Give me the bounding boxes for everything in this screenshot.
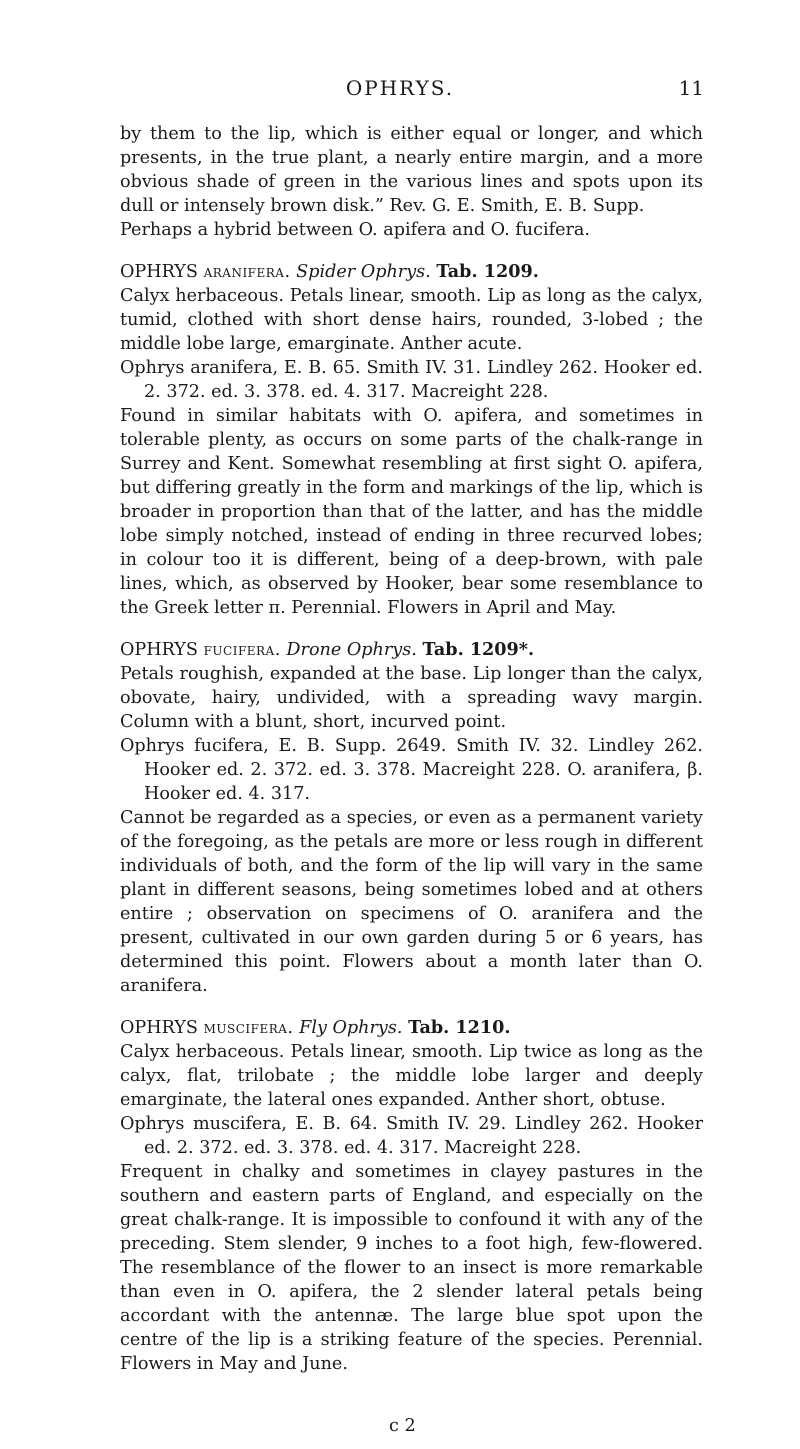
signature-mark: c 2 <box>389 1416 416 1436</box>
species-epithet: muscifera. <box>203 1018 294 1038</box>
plate-reference: Tab. 1209*. <box>422 639 535 660</box>
plate-reference: Tab. 1210. <box>408 1017 511 1038</box>
common-name: Drone Ophrys. <box>286 640 417 660</box>
continued-paragraph: by them to the lip, which is either equal or longer, and which presents, in the true plant, a nearly entire margin, and a more obvious shade of green in the various lines and spots upon its dull or intensely brown disk.” Rev. G. E. Smith, E. B. Supp. <box>120 124 703 216</box>
species-description: Petals roughish, expanded at the base. Lip longer than the calyx, obovate, hairy, undivided, with a spreading wavy margin. Column with a blunt, short, incurved point. <box>120 664 703 732</box>
species-heading-fucifera <box>120 638 703 662</box>
genus-name: OPHRYS <box>120 262 198 282</box>
common-name: Spider Ophrys. <box>296 262 431 282</box>
genus-name: OPHRYS <box>120 640 198 660</box>
species-epithet: aranifera. <box>203 262 291 282</box>
species-notes: Cannot be regarded as a species, or even as a permanent variety of the foregoing, as the petals are more or less rough in different individuals of both, and the form of the lip will vary in the same plant in different seasons, being sometimes lobed and at others entire ; observation on specimens of O. aranifera and the present, cultivated in our own garden during 5 or 6 years, has determined this point. Flowers about a month later than O. aranifera. <box>120 808 703 996</box>
species-synonymy: Ophrys aranifera, E. B. 65. Smith IV. 31. Lindley 262. Hooker ed. 2. 372. ed. 3. 378. ed. 4. 317. Macreight 228. <box>120 358 703 402</box>
plate-reference: Tab. 1209. <box>436 261 539 282</box>
species-synonymy: Ophrys fucifera, E. B. Supp. 2649. Smith IV. 32. Lindley 262. Hooker ed. 2. 372. ed. 3. 378. Macreight 228. O. aranifera, β. Hooker ed. 4. 317. <box>120 736 703 804</box>
text-body <box>120 122 703 1376</box>
note-paragraph: Perhaps a hybrid between O. apifera and O. fucifera. <box>120 220 590 240</box>
species-description: Calyx herbaceous. Petals linear, smooth. Lip as long as the calyx, tumid, clothed with short dense hairs, rounded, 3-lobed ; the middle lobe large, emarginate. Anther acute. <box>120 286 703 354</box>
genus-name: OPHRYS <box>120 1018 198 1038</box>
species-description: Calyx herbaceous. Petals linear, smooth. Lip twice as long as the calyx, flat, trilobate ; the middle lobe larger and deeply emarginate, the lateral ones expanded. Anther short, obtuse. <box>120 1042 703 1110</box>
species-heading-muscifera <box>120 1016 703 1040</box>
common-name: Fly Ophrys. <box>299 1018 403 1038</box>
running-header <box>0 76 800 106</box>
species-synonymy: Ophrys muscifera, E. B. 64. Smith IV. 29. Lindley 262. Hooker ed. 2. 372. ed. 3. 378. ed. 4. 317. Macreight 228. <box>120 1114 703 1158</box>
species-notes: Frequent in chalky and sometimes in clayey pastures in the southern and eastern parts of England, and especially on the great chalk-range. It is impossible to confound it with any of the preceding. Stem slender, 9 inches to a foot high, few-flowered. The resemblance of the flower to an insect is more remarkable than even in O. apifera, the 2 slender lateral petals being accordant with the antennæ. The large blue spot upon the centre of the lip is a striking feature of the species. Perennial. Flowers in May and June. <box>120 1162 703 1374</box>
page-number: 11 <box>678 76 704 100</box>
species-notes: Found in similar habitats with O. apifera, and sometimes in tolerable plenty, as occurs on some parts of the chalk-range in Surrey and Kent. Somewhat resembling at first sight O. apifera, but differing greatly in the form and markings of the lip, which is broader in proportion than that of the latter, and has the middle lobe simply notched, instead of ending in three recurved lobes; in colour too it is different, being of a deep-brown, with pale lines, which, as observed by Hooker, bear some resemblance to the Greek letter π. Perennial. Flowers in April and May. <box>120 406 703 618</box>
running-title: OPHRYS. <box>345 76 455 100</box>
species-epithet: fucifera. <box>203 640 281 660</box>
species-heading-aranifera <box>120 260 703 284</box>
